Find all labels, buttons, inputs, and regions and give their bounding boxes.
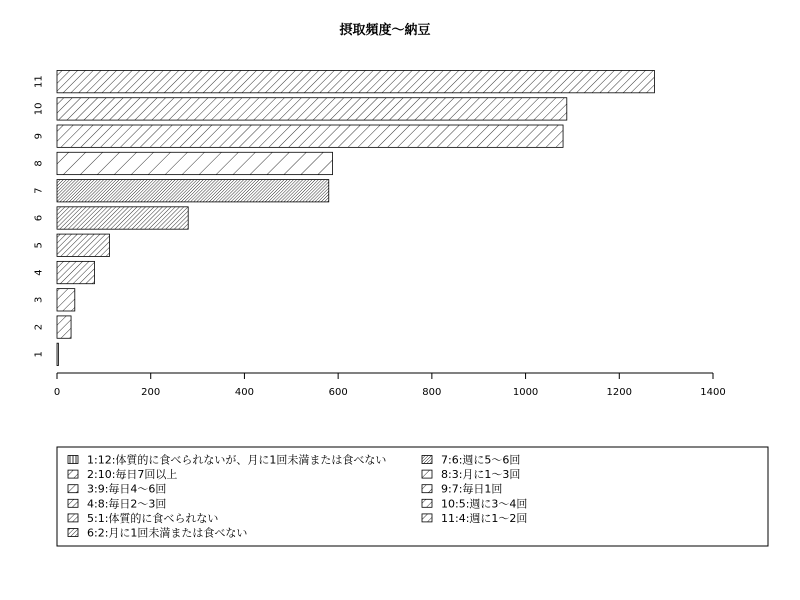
bar-11 bbox=[57, 70, 654, 92]
y-tick-label: 5 bbox=[33, 242, 45, 249]
x-tick-label: 0 bbox=[53, 387, 61, 398]
bar-9 bbox=[57, 125, 563, 147]
x-tick-label: 1400 bbox=[700, 387, 726, 398]
bar-1 bbox=[57, 343, 58, 365]
bars-layer bbox=[57, 70, 654, 365]
legend-label: 3:9:毎日4～6回 bbox=[87, 482, 167, 496]
y-tick-label: 6 bbox=[33, 214, 45, 222]
bar-10 bbox=[57, 98, 567, 120]
legend-label: 7:6:週に5～6回 bbox=[441, 453, 521, 467]
y-tick-label: 2 bbox=[33, 323, 45, 331]
bar-7 bbox=[57, 180, 329, 202]
legend-label: 11:4:週に1～2回 bbox=[441, 511, 528, 525]
bar-8 bbox=[57, 152, 333, 174]
legend-swatch bbox=[68, 470, 78, 478]
y-tick-label: 7 bbox=[33, 187, 45, 194]
bar-5 bbox=[57, 234, 109, 256]
legend-swatch bbox=[422, 456, 432, 464]
legend bbox=[57, 447, 768, 546]
x-tick-label: 200 bbox=[141, 387, 161, 398]
legend-label: 8:3:月に1～3回 bbox=[441, 468, 521, 482]
y-tick-label: 1 bbox=[33, 351, 45, 358]
legend-label: 6:2:月に1回未満または食べない bbox=[87, 526, 248, 540]
y-tick-label: 3 bbox=[33, 296, 45, 304]
legend-label: 4:8:毎日2～3回 bbox=[87, 497, 167, 511]
legend-swatch bbox=[68, 456, 78, 464]
x-tick-label: 800 bbox=[422, 387, 442, 398]
legend-swatch bbox=[68, 529, 78, 537]
x-tick-label: 400 bbox=[234, 387, 254, 398]
y-axis bbox=[34, 75, 45, 357]
x-axis bbox=[54, 373, 726, 398]
legend-label: 5:1:体質的に食べられない bbox=[87, 511, 219, 525]
legend-label: 1:12:体質的に食べられないが、月に1回未満または食べない bbox=[87, 453, 387, 467]
x-tick-label: 600 bbox=[328, 387, 348, 398]
chart-title: 摂取頻度～納豆 bbox=[339, 23, 431, 38]
bar-2 bbox=[57, 316, 71, 338]
legend-label: 10:5:週に3～4回 bbox=[441, 497, 528, 511]
y-tick-label: 8 bbox=[33, 160, 45, 167]
y-tick-label: 10 bbox=[33, 102, 45, 116]
bar-6 bbox=[57, 207, 188, 229]
legend-swatch bbox=[422, 499, 432, 507]
x-tick-label: 1200 bbox=[606, 387, 633, 398]
legend-swatch bbox=[68, 514, 78, 522]
y-tick-label: 9 bbox=[33, 132, 45, 140]
bar-3 bbox=[57, 289, 75, 311]
legend-swatch bbox=[68, 499, 78, 507]
y-tick-label: 11 bbox=[33, 75, 45, 89]
legend-label: 9:7:毎日1回 bbox=[441, 482, 503, 496]
legend-swatch bbox=[422, 485, 432, 493]
x-tick-label: 1000 bbox=[512, 387, 539, 398]
bar-4 bbox=[57, 261, 94, 283]
legend-swatch bbox=[68, 485, 78, 493]
legend-swatch bbox=[422, 470, 432, 478]
y-tick-label: 4 bbox=[33, 269, 45, 276]
legend-label: 2:10:毎日7回以上 bbox=[87, 468, 178, 482]
legend-swatch bbox=[422, 514, 432, 522]
